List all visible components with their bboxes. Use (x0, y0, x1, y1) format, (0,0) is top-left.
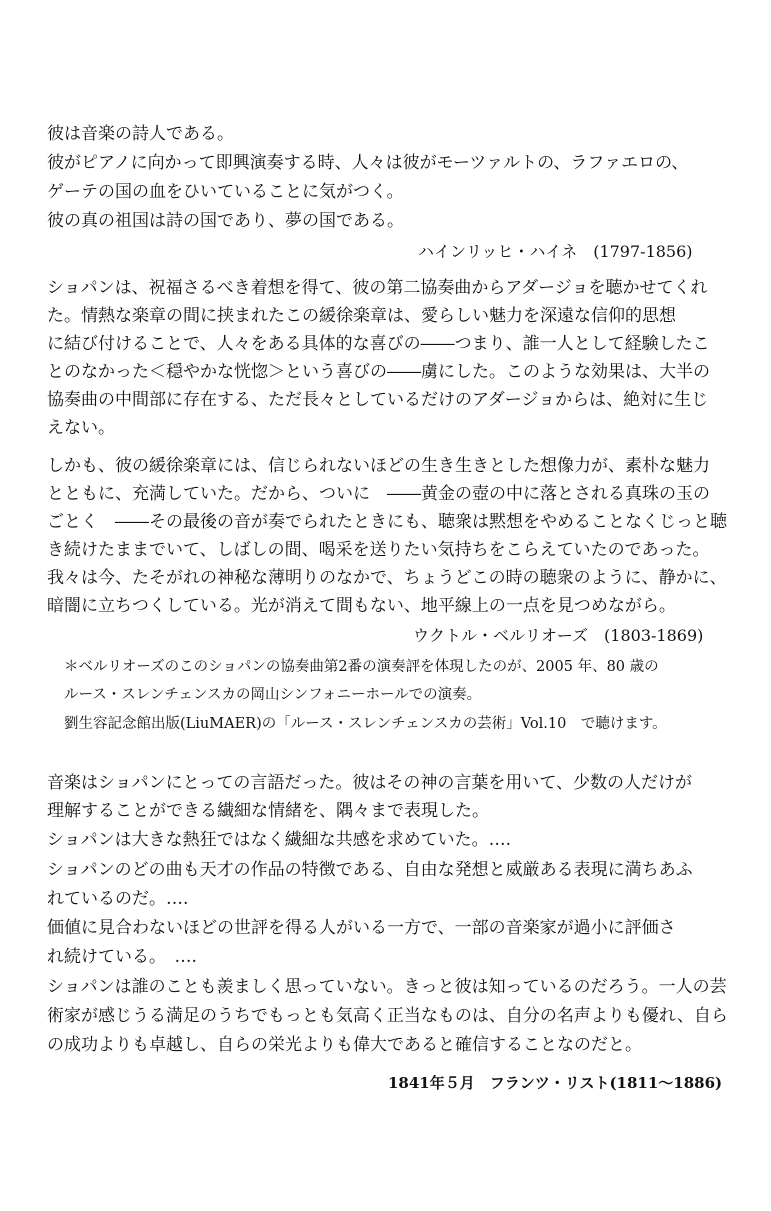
berlioz-line-4: とのなかった＜穏やかな恍惚＞という喜びの――虜にした。このような効果は、大半の (47, 362, 710, 382)
liszt-line-5: れているのだ。…. (47, 889, 189, 909)
berlioz-line-1: ショパンは、祝福さるべき着想を得て、彼の第二協奏曲からアダージョを聴かせてくれ (47, 278, 708, 298)
liszt-line-3: ショパンは大きな熱狂ではなく繊細な共感を求めていた。…. (47, 830, 512, 850)
liszt-attribution: 1841年５月 フランツ・リスト(1811～1886) (388, 1074, 723, 1092)
note-line-2: ルース・スレンチェンスカの岡山シンフォニーホールでの演奏。 (64, 687, 482, 703)
berlioz-line-3: に結び付けることで、人々をある具体的な喜びの――つまり、誰一人として経験したこ (47, 334, 710, 354)
berlioz-line-11: 我々は今、たそがれの神秘な薄明りのなかで、ちょうどこの時の聴衆のように、静かに、 (47, 568, 727, 588)
liszt-line-7: れ続けている。 …. (47, 947, 197, 967)
berlioz-line-7: しかも、彼の緩徐楽章には、信じられないほどの生き生きとした想像力が、素朴な魅力 (47, 456, 710, 476)
liszt-line-1: 音楽はショパンにとっての言語だった。彼はその神の言葉を用いて、少数の人だけが (47, 773, 692, 793)
heine-attribution: ハインリッヒ・ハイネ (1797-1856) (418, 242, 693, 261)
berlioz-line-10: き続けたままでいて、しばしの間、喝采を送りたい気持ちをこらえていたのであった。 (47, 540, 710, 560)
liszt-line-9: 術家が感じうる満足のうちでもっとも気高く正当なものは、自分の名声よりも優れ、自ら (47, 1006, 728, 1026)
note-line-3: 劉生容記念館出版(LiuMAER)の「ルース・スレンチェンスカの芸術」Vol.10 で聴けます。 (64, 716, 667, 732)
liszt-line-6: 価値に見合わないほどの世評を得る人がいる一方で、一部の音楽家が過小に評価さ (47, 918, 676, 938)
berlioz-attribution: ウクトル・ベルリオーズ (1803-1869) (413, 626, 704, 645)
berlioz-line-2: た。情熱な楽章の間に挟まれたこの緩徐楽章は、愛らしい魅力を深遠な信仰的思想 (47, 306, 676, 326)
heine-line-1: 彼は音楽の詩人である。 (47, 124, 234, 144)
liszt-line-2: 理解することができる繊細な情緒を、隅々まで表現した。 (47, 801, 489, 821)
heine-line-4: 彼の真の祖国は詩の国であり、夢の国である。 (47, 211, 404, 231)
liszt-line-10: の成功よりも卓越し、自らの栄光よりも偉大であると確信することなのだと。 (47, 1035, 642, 1055)
berlioz-line-6: えない。 (47, 418, 115, 438)
liszt-line-8: ショパンは誰のことも羨ましく思っていない。きっと彼は知っているのだろう。一人の芸 (47, 977, 727, 997)
berlioz-line-8: とともに、充満していた。だから、ついに ――黄金の壺の中に落とされる真珠の玉の (47, 484, 710, 504)
heine-line-3: ゲーテの国の血をひいていることに気がつく。 (47, 182, 404, 202)
berlioz-line-5: 協奏曲の中間部に存在する、ただ長々としているだけのアダージョからは、絶対に生じ (47, 390, 709, 410)
liszt-line-4: ショパンのどの曲も天才の作品の特徴である、自由な発想と威厳ある表現に満ちあふ (47, 860, 693, 880)
berlioz-line-9: ごとく ――その最後の音が奏でられたときにも、聴衆は黙想をやめることなくじっと聴 (47, 512, 727, 532)
note-line-1: ＊ベルリオーズのこのショパンの協奏曲第2番の演奏評を体現したのが、2005 年、80 歳の (64, 659, 659, 675)
berlioz-line-12: 暗闇に立ちつくしている。光が消えて間もない、地平線上の一点を見つめながら。 (47, 596, 676, 616)
heine-line-2: 彼がピアノに向かって即興演奏する時、人々は彼がモーツァルトの、ラファエロの、 (47, 153, 689, 173)
